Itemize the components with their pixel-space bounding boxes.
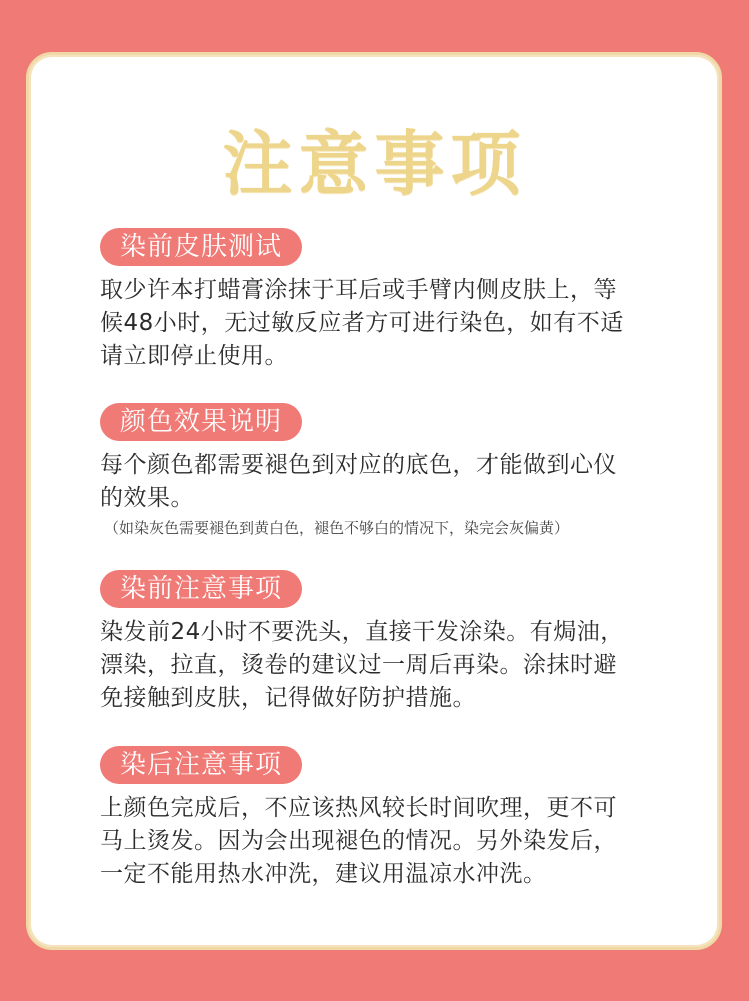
section-heading: 染前注意事项: [100, 570, 302, 608]
section-post-dye: [100, 746, 660, 891]
section-note: （如染灰色需要褪色到黄白色，褪色不够白的情况下，染完会灰偏黄）: [104, 519, 570, 537]
section-heading: 染前皮肤测试: [100, 228, 302, 266]
body-line: 一定不能用热水冲洗，建议用温凉水冲洗。: [100, 861, 547, 887]
section-color-effect: [100, 403, 660, 539]
body-line: 的效果。: [100, 485, 194, 511]
section-body: [100, 274, 660, 373]
body-line: 取少许本打蜡膏涂抹于耳后或手臂内侧皮肤上，等: [100, 277, 617, 303]
body-line: 漂染，拉直，烫卷的建议过一周后再染。涂抹时避: [100, 652, 617, 678]
section-heading: 染后注意事项: [100, 746, 302, 784]
body-line: 请立即停止使用。: [100, 343, 288, 369]
body-line: 上颜色完成后，不应该热风较长时间吹理，更不可: [100, 795, 617, 821]
body-line: 免接触到皮肤，记得做好防护措施。: [100, 685, 476, 711]
body-line: 每个颜色都需要褪色到对应的底色，才能做到心仪: [100, 452, 617, 478]
section-body: [100, 792, 660, 891]
section-pre-dye: [100, 570, 660, 715]
section-skin-test: [100, 228, 660, 373]
page-title: 注意事项: [222, 122, 527, 205]
section-body: [100, 616, 660, 715]
body-line: 马上烫发。因为会出现褪色的情况。另外染发后，: [100, 828, 617, 854]
section-heading: 颜色效果说明: [100, 403, 302, 441]
section-body: [100, 449, 660, 515]
body-line: 染发前24小时不要洗头，直接干发涂染。有焗油，: [100, 619, 624, 645]
body-line: 候48小时，无过敏反应者方可进行染色，如有不适: [100, 310, 624, 336]
